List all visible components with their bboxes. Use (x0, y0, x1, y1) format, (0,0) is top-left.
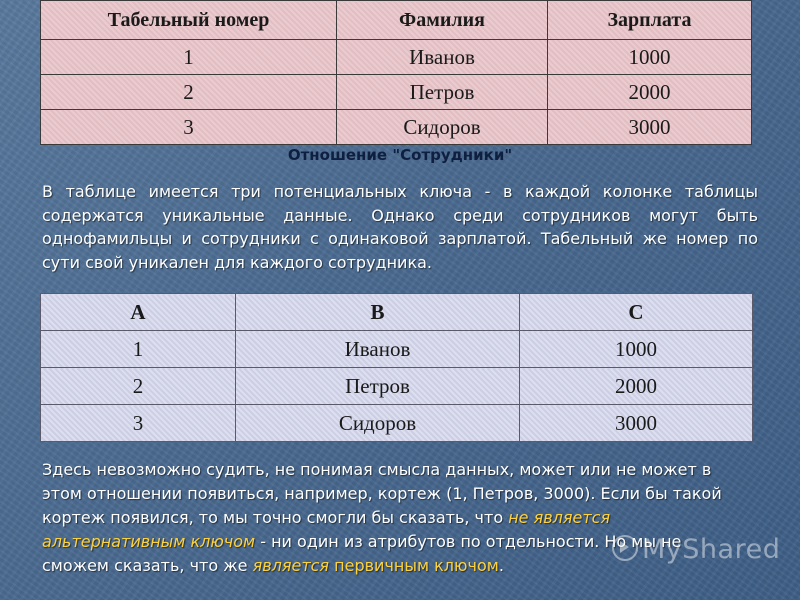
table-cell: Сидоров (236, 405, 520, 442)
table-cell: 3000 (520, 405, 753, 442)
table-cell: 1000 (520, 331, 753, 368)
paragraph-keys: В таблице имеется три потенциальных ключа - в каждой колонке таблицы содержатся уникальные данные. Однако среди сотрудников могут быть однофамильцы и сотрудники с одинаковой зарплатой. Табельный же номер по сути свой уникален для каждого сотрудника. (42, 182, 758, 272)
header-cell: Фамилия (337, 1, 548, 40)
header-cell: Табельный номер (41, 1, 337, 40)
table-row (41, 331, 753, 368)
table-row (41, 110, 752, 145)
table-cell: Сидоров (337, 110, 548, 145)
watermark-logo (612, 534, 780, 565)
table-cell: 1 (41, 331, 236, 368)
table-cell: 3 (41, 405, 236, 442)
table-caption: Отношение "Сотрудники" (287, 146, 513, 164)
header-cell: B (236, 294, 520, 331)
table-row (41, 75, 752, 110)
employees-table (40, 0, 752, 145)
header-cell: Зарплата (548, 1, 752, 40)
highlight-primary-key: первичным ключом (329, 556, 499, 575)
header-cell: A (41, 294, 236, 331)
table-cell: Иванов (337, 40, 548, 75)
abc-table (40, 293, 753, 442)
highlight-not-alternative-key: не является альтернативным ключом (42, 508, 611, 551)
table-cell: Петров (337, 75, 548, 110)
watermark-text: MyShared (642, 534, 781, 565)
paragraph-text: . (498, 556, 504, 575)
paragraph-text: - ни один из атрибутов по отдельности. Но мы не сможем сказать, что же (42, 532, 682, 575)
table-row (41, 40, 752, 75)
table-header-row (41, 294, 753, 331)
header-cell: C (520, 294, 753, 331)
table-cell: 2000 (548, 75, 752, 110)
table-cell: 3 (41, 110, 337, 145)
table-row (41, 405, 753, 442)
highlight-is: является (252, 556, 330, 575)
table-cell: 2000 (520, 368, 753, 405)
paragraph-text: Здесь невозможно судить, не понимая смысла данных, может или не может в этом отношении появиться, например, кортеж (1, Петров, 3000). Если бы такой кортеж появился, то мы точно смогли бы сказать, что (42, 460, 722, 527)
table-cell: 2 (41, 368, 236, 405)
table-cell: Иванов (236, 331, 520, 368)
table-header-row (41, 1, 752, 40)
play-icon (612, 535, 638, 561)
table-cell: Петров (236, 368, 520, 405)
table-cell: 1 (41, 40, 337, 75)
table-cell: 2 (41, 75, 337, 110)
table-row (41, 368, 753, 405)
table-cell: 1000 (548, 40, 752, 75)
table-cell: 3000 (548, 110, 752, 145)
